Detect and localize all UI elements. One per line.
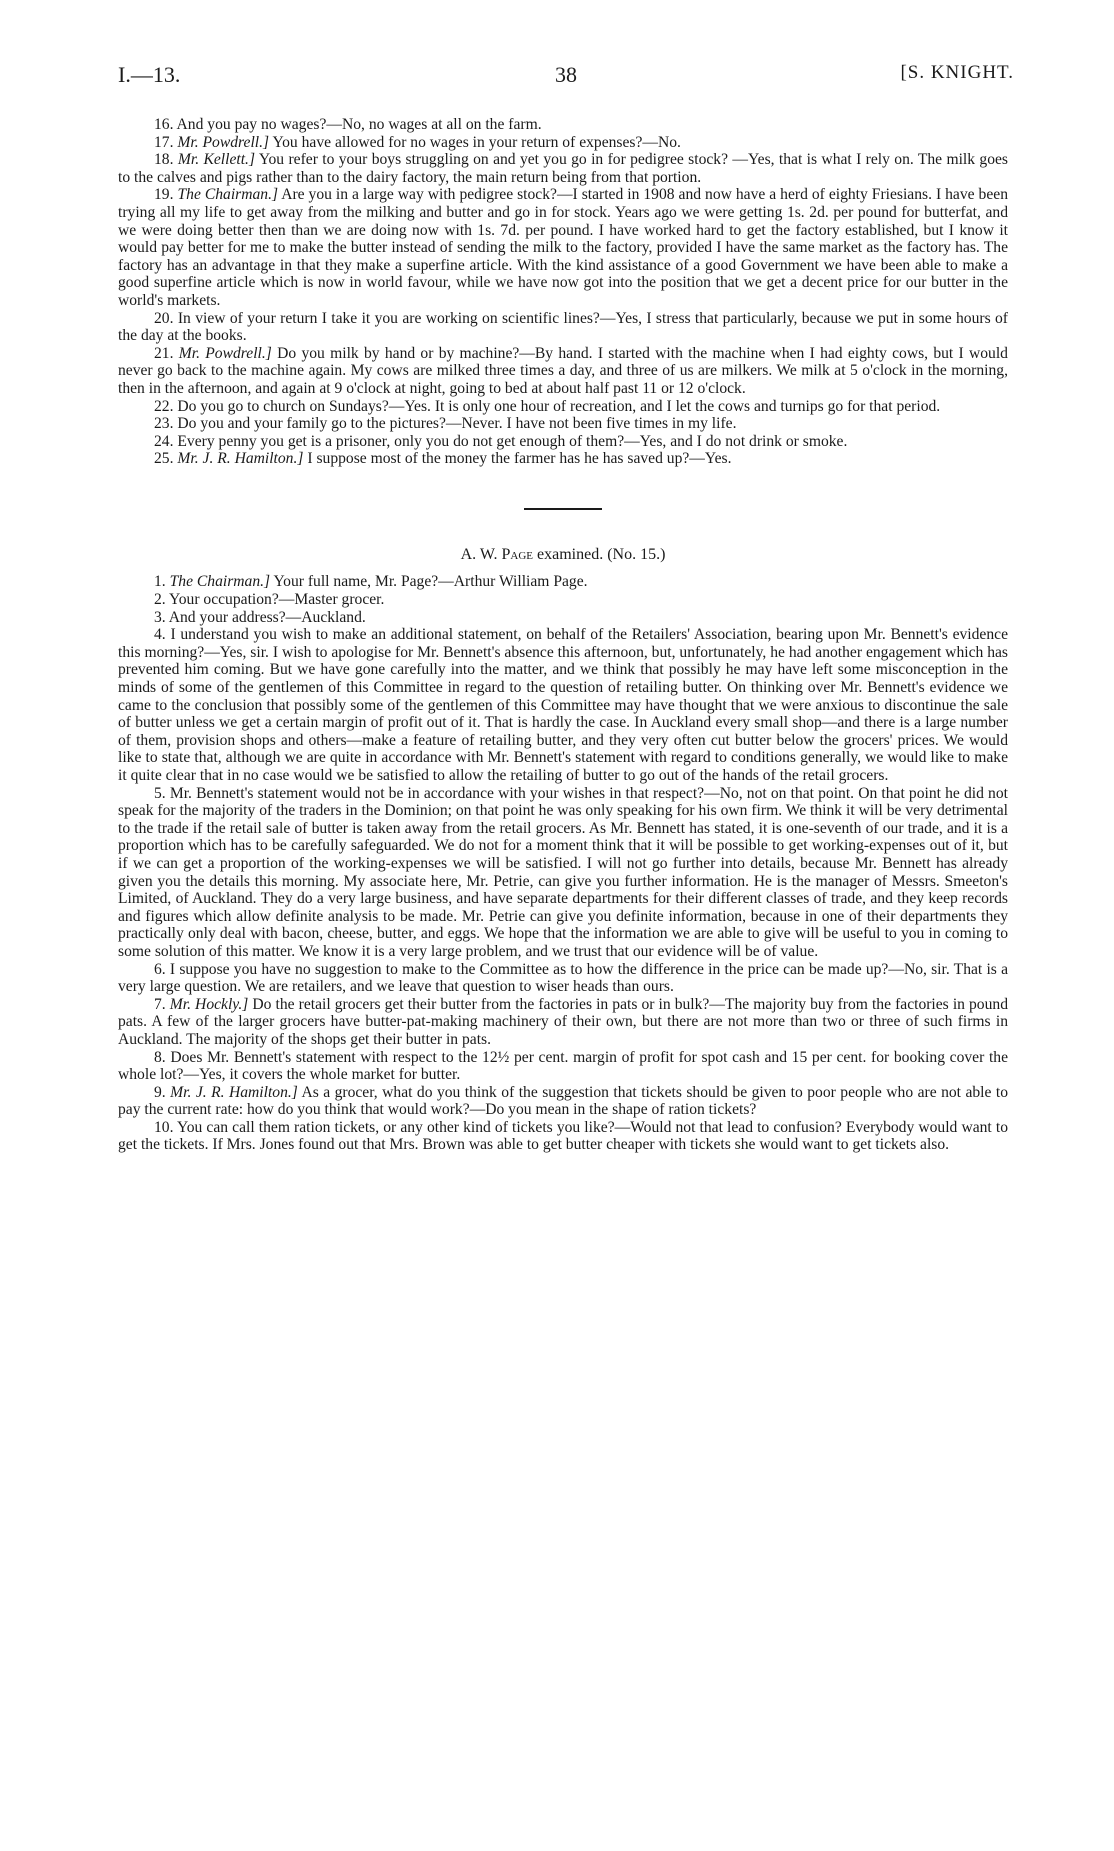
question-paragraph: 2. Your occupation?—Master grocer. — [154, 591, 385, 609]
question-paragraph: 3. And your address?—Auckland. — [154, 608, 366, 626]
question-paragraph: 4. I understand you wish to make an additional statement, on behalf of the Retailers' Association, bearing upon Mr. Bennett's evidence this morning?—Yes, sir. I wish to apologise for Mr. Bennett's absence this afternoon, but, unfortunately, he had another engagement which has prevented him coming. But we have gone carefully into the matter, and we think that possibly he may have left some misconception in the minds of some of the gentlemen of this Committee in regard to the question of retailing butter. On thinking over Mr. Bennett's evidence we came to the conclusion that possibly some of the gentlemen of this Committee may have thought that we were anxious to discontinue the sale of butter unless we get a certain margin of profit out of it. That is hardly the case. In Auckland every small shop—and there is a large number of them, provision shops and others—make a feature of retailing butter, and they very often cut butter below the grocers' prices. We would like to state that, although we are quite in accordance with Mr. Bennett's statement with regard to conditions generally, we would like to make it quite clear that in no case would we be satisfied to allow the retailing of butter to go out of the hands of the retail grocers. — [118, 626, 1008, 784]
paper-reference: I.—13. — [118, 62, 181, 87]
question-paragraph: 5. Mr. Bennett's statement would not be in accordance with your wishes in that respect?—No, not on that point. On that point he did not speak for the majority of the traders in the Dominion; on that point he was only speaking for his own firm. We think it will be very detrimental to the trade if the retail sale of butter is taken away from the retail grocers. As Mr. Bennett has stated, it is one-seventh of our trade, and it is a proportion which has to be carefully safeguarded. We do not for a moment think that it will be possible to get working-expenses out of it, but if we can get a proportion of the working-expenses we will be satisfied. I will not go further into details, because Mr. Bennett has already given you the details this morning. My associate here, Mr. Petrie, can give you further information. He is the manager of Messrs. Smeeton's Limited, of Auckland. They do a very large business, and have separate departments for their different classes of trade, and they keep records and figures which allow definite analysis to be made. Mr. Petrie can give you definite information, because in one of their departments they practically only deal with bacon, cheese, butter, and eggs. We hope that the information we are able to give will be useful to you in coming to some solution of this matter. We know it is a very large problem, and we trust that our evidence will be of value. — [118, 784, 1008, 960]
page-number: 38 — [555, 62, 577, 87]
question-paragraph: 18. Mr. Kellett.] You refer to your boys struggling on and yet you go in for pedigree stock? —Yes, that is what I rely on. The milk goes to the calves and pigs rather than to the dairy factory, the main return being from that portion. — [118, 151, 1008, 186]
question-paragraph: 8. Does Mr. Bennett's statement with respect to the 12½ per cent. margin of profit for spot cash and 15 per cent. for booking cover the whole lot?—Yes, it covers the whole market for butter. — [118, 1048, 1008, 1084]
witness-knight-evidence — [118, 116, 1008, 468]
page-header — [118, 62, 1014, 92]
question-paragraph: 17. Mr. Powdrell.] You have allowed for no wages in your return of expenses?—No. — [154, 133, 681, 151]
question-paragraph: 23. Do you and your family go to the pictures?—Never. I have not been five times in my life. — [154, 415, 737, 433]
question-paragraph: 7. Mr. Hockly.] Do the retail grocers get their butter from the factories in pats or in bulk?—The majority buy from the factories in pound pats. A few of the larger grocers have butter-pat-making machinery of their own, but there are not more than two or three of such firms in Auckland. The majority of the shops get their butter in pats. — [118, 995, 1008, 1048]
section-divider — [524, 508, 602, 510]
question-paragraph: 25. Mr. J. R. Hamilton.] I suppose most of the money the farmer has he has saved up?—Yes. — [154, 450, 732, 468]
question-paragraph: 24. Every penny you get is a prisoner, only you do not get enough of them?—Yes, and I do not drink or smoke. — [154, 432, 848, 450]
question-paragraph: 20. In view of your return I take it you are working on scientific lines?—Yes, I stress that particularly, because we put in some hours of the day at the books. — [118, 309, 1008, 345]
section-heading: A. W. Page examined. (No. 15.) — [460, 545, 666, 563]
question-paragraph: 19. The Chairman.] Are you in a large way with pedigree stock?—I started in 1908 and now have a herd of eighty Friesians. I have been trying all my life to get away from the milking and butter and go in for stock. Years ago we were getting 1s. 2d. per pound for butterfat, and we were doing better then than we are doing now with 1s. 7d. per pound. I have worked hard to get the factory established, but I know it would pay better for me to make the butter instead of sending the milk to the factory, provided I have the same market as the factory has. The factory has an advantage in that they make a superfine article. With the kind assistance of a good Government we have been able to make a good superfine article which is now in world favour, while we have now got into the position that we get a decent price for our butter in the world's markets. — [118, 186, 1008, 309]
question-paragraph: 1. The Chairman.] Your full name, Mr. Page?—Arthur William Page. — [154, 573, 588, 591]
question-paragraph: 9. Mr. J. R. Hamilton.] As a grocer, what do you think of the suggestion that tickets should be given to poor people who are not able to pay the current rate: how do you think that would work?—Do you mean in the shape of ration tickets? — [118, 1083, 1008, 1119]
evidence-body — [118, 116, 1008, 1154]
question-paragraph: 10. You can call them ration tickets, or any other kind of tickets you like?—Would not that lead to confusion? Everybody would want to get the tickets. If Mrs. Jones found out that Mrs. Brown was able to get butter cheaper with tickets she would want to get tickets also. — [118, 1118, 1008, 1154]
question-paragraph: 22. Do you go to church on Sundays?—Yes. It is only one hour of recreation, and I let the cows and turnips go for that period. — [154, 397, 941, 415]
question-paragraph: 16. And you pay no wages?—No, no wages at all on the farm. — [154, 116, 542, 133]
question-paragraph: 21. Mr. Powdrell.] Do you milk by hand or by machine?—By hand. I started with the machine when I had eighty cows, but I would never go back to the machine again. My cows are milked three times a day, and three of us are milkers. We milk at 5 o'clock in the morning, then in the afternoon, and again at 9 o'clock at night, going to bed at about half past 11 or 12 o'clock. — [118, 344, 1008, 397]
witness-page-evidence — [118, 573, 1008, 1154]
witness-running-head: [S. KNIGHT. — [900, 62, 1014, 83]
question-paragraph: 6. I suppose you have no suggestion to make to the Committee as to how the difference in the price can be made up?—No, sir. That is a very large question. We are retailers, and we leave that question to wiser heads than ours. — [118, 960, 1008, 996]
